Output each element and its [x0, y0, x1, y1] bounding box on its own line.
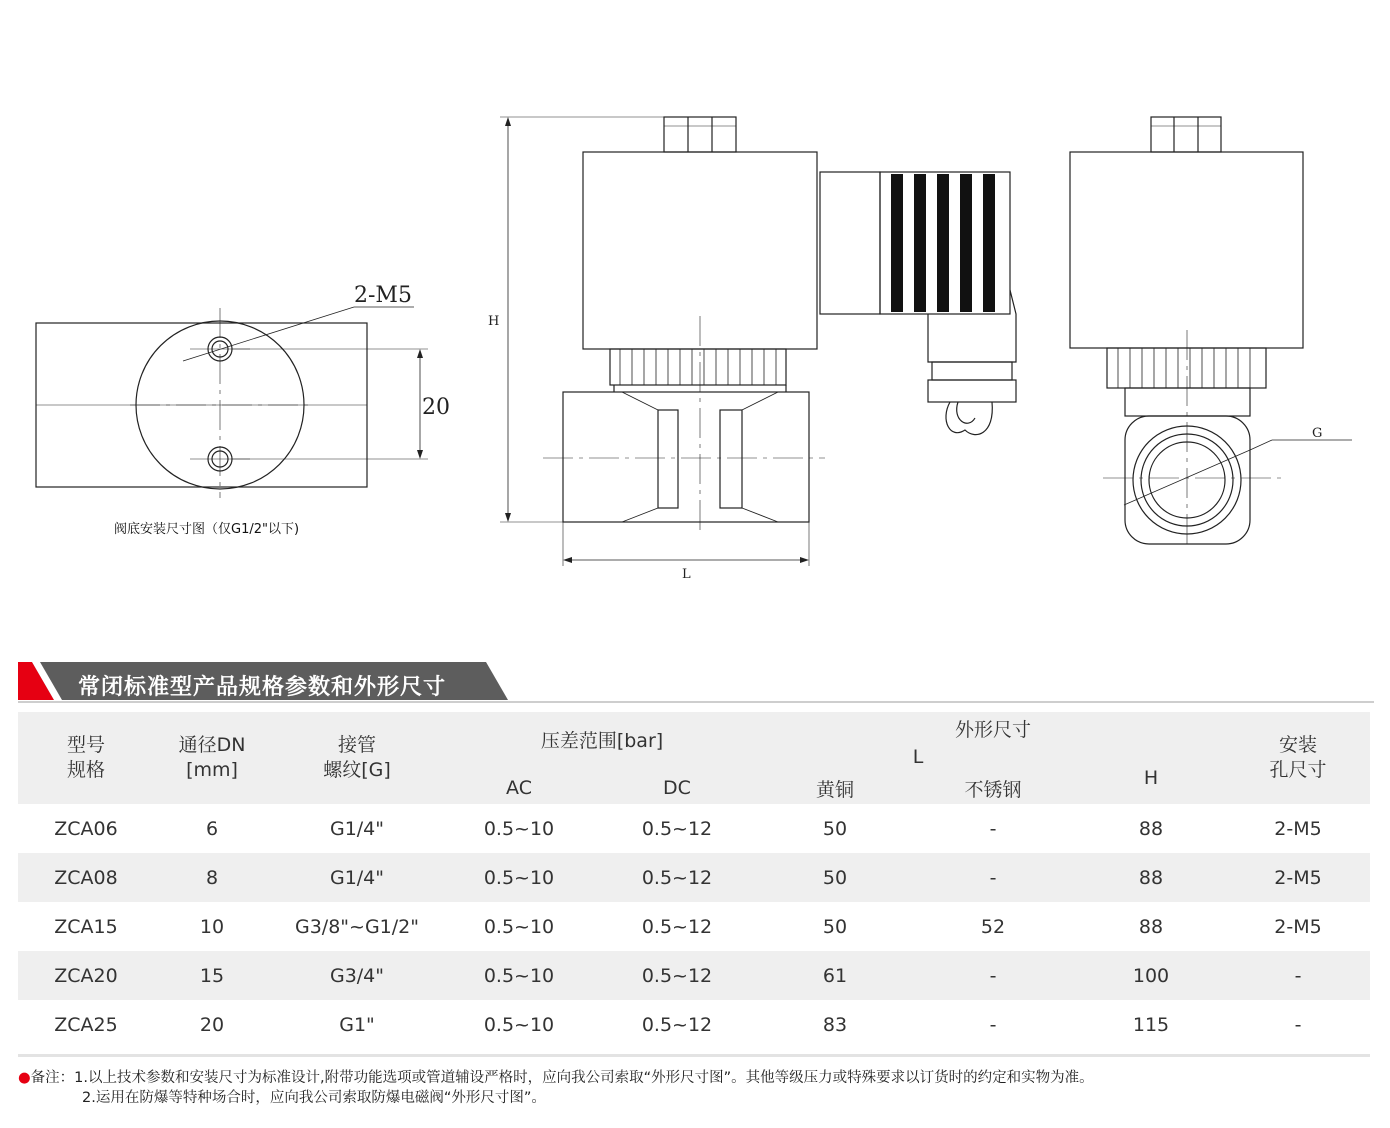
cell-thread: G1/4" [329, 817, 385, 840]
section-header [18, 662, 1374, 704]
spec-table [18, 712, 1370, 1049]
table-row [18, 804, 1370, 853]
table-row [18, 902, 1370, 951]
header-brass: 黄铜 [760, 772, 910, 804]
cell-brass: 50 [822, 915, 848, 938]
label-h: H [488, 314, 500, 329]
cell-thread: G3/8"~G1/2" [294, 915, 419, 938]
cell-mount: 2-M5 [1274, 915, 1322, 938]
cell-model: ZCA25 [54, 1013, 118, 1036]
cell-stainless: - [910, 951, 1076, 1000]
cell-model: ZCA06 [54, 817, 118, 840]
header-ac: AC [444, 772, 594, 804]
note-line-2: 2.运用在防爆等特种场合时，应向我公司索取防爆电磁阀“外形尺寸图”。 [82, 1090, 546, 1106]
header-pressure: 压差范围[bar] [444, 712, 760, 772]
table-bottom-rule [18, 1054, 1370, 1057]
header-dn: 通径DN [mm] [154, 712, 270, 804]
cell-h: 88 [1138, 915, 1164, 938]
cell-brass: 61 [760, 951, 910, 1000]
cell-mount: 2-M5 [1226, 853, 1370, 902]
header-model: 型号 规格 [18, 712, 154, 804]
header-row-1 [18, 712, 1370, 742]
front-view [500, 117, 1016, 566]
cell-dn: 6 [205, 817, 219, 840]
cell-h: 88 [1138, 817, 1164, 840]
cell-ac: 0.5~10 [444, 951, 594, 1000]
header-stainless: 不锈钢 [910, 772, 1076, 804]
cell-ac: 0.5~10 [483, 817, 555, 840]
cell-brass: 83 [822, 1013, 848, 1036]
cell-mount: - [1294, 1013, 1302, 1036]
cell-model: ZCA08 [18, 853, 154, 902]
notes [18, 1068, 1094, 1108]
cell-h: 100 [1076, 951, 1226, 1000]
cell-stainless: - [989, 817, 997, 840]
label-g: G [1312, 426, 1323, 441]
table-row [18, 1000, 1370, 1049]
cell-model: ZCA20 [18, 951, 154, 1000]
header-dc: DC [594, 772, 760, 804]
cell-stainless: - [910, 853, 1076, 902]
table-row [18, 853, 1370, 902]
cell-mount: 2-M5 [1274, 817, 1322, 840]
cell-dn: 10 [199, 915, 225, 938]
label-l: L [682, 567, 691, 582]
table-row [18, 951, 1370, 1000]
label-20: 20 [422, 395, 450, 420]
cell-dc: 0.5~12 [594, 853, 760, 902]
cell-dn: 20 [199, 1013, 225, 1036]
cell-h: 115 [1132, 1013, 1170, 1036]
header-thread: 接管 螺纹[G] [270, 712, 444, 804]
cell-thread: G1" [339, 1013, 375, 1036]
cell-dc: 0.5~12 [641, 915, 713, 938]
header-h: H [1076, 742, 1226, 804]
cell-dc: 0.5~12 [641, 817, 713, 840]
label-2m5: 2-M5 [354, 283, 412, 308]
cell-ac: 0.5~10 [483, 1013, 555, 1036]
cell-stainless: 52 [980, 915, 1006, 938]
cell-dn: 8 [154, 853, 270, 902]
cell-dc: 0.5~12 [594, 951, 760, 1000]
cell-h: 88 [1076, 853, 1226, 902]
mount-caption: 阀底安装尺寸图（仅G1/2"以下) [114, 522, 300, 537]
header-dimensions: 外形尺寸 [760, 712, 1226, 742]
bullet-dot-icon: ● [18, 1070, 31, 1086]
header-mount: 安装 孔尺寸 [1226, 712, 1370, 804]
cell-model: ZCA15 [54, 915, 118, 938]
cell-stainless: - [989, 1013, 997, 1036]
cell-thread: G3/4" [270, 951, 444, 1000]
cell-ac: 0.5~10 [444, 853, 594, 902]
cell-thread: G1/4" [270, 853, 444, 902]
section-title: 常闭标准型产品规格参数和外形尺寸 [78, 675, 447, 700]
cell-dc: 0.5~12 [641, 1013, 713, 1036]
cell-brass: 50 [822, 817, 848, 840]
note-line-1: ●备注：1.以上技术参数和安装尺寸为标准设计,附带功能选项或管道辅设严格时，应向我公司索取“外形尺寸图”。其他等级压力或特殊要求以订货时的约定和实物为准。 [18, 1070, 1094, 1086]
side-view [1070, 117, 1352, 545]
cell-brass: 50 [760, 853, 910, 902]
cell-dn: 15 [154, 951, 270, 1000]
bottom-mount-view [36, 307, 428, 498]
header-l: L [760, 742, 1076, 772]
cell-mount: - [1226, 951, 1370, 1000]
cell-ac: 0.5~10 [483, 915, 555, 938]
